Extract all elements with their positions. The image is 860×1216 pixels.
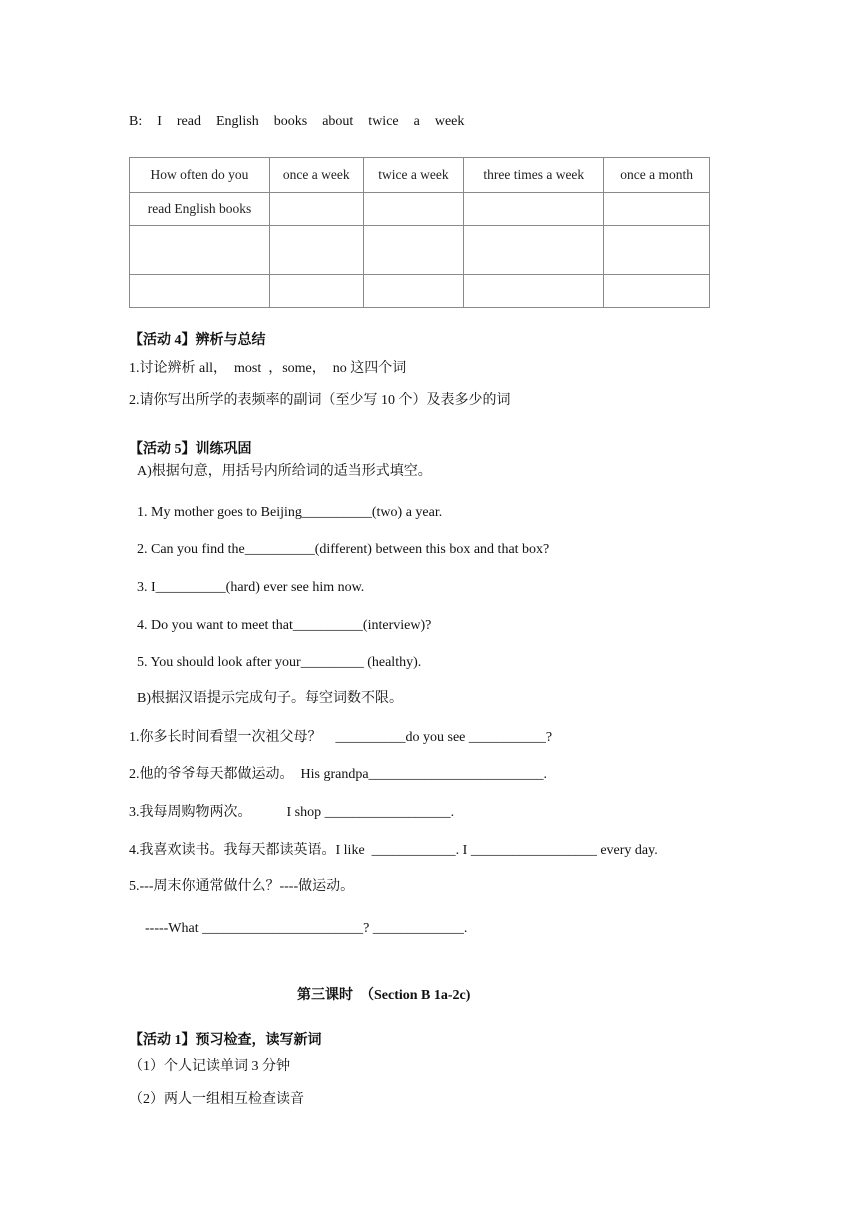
activity5-title: 【活动 5】训练巩固 <box>129 442 252 457</box>
activity4-item: 2.请你写出所学的表频率的副词（至少写 10 个）及表多少的词 <box>129 393 511 408</box>
exercise-a-item: 3. I__________(hard) ever see him now. <box>137 580 365 595</box>
table-cell <box>269 226 363 275</box>
lesson3-activity1-title: 【活动 1】预习检查，读写新词 <box>129 1033 322 1048</box>
table-header-row <box>130 158 710 193</box>
lesson3-item: （2）两人一组相互检查读音 <box>129 1092 304 1107</box>
exercise-b-item: 5.---周末你通常做什么？----做运动。 <box>129 879 355 894</box>
table-row <box>130 275 710 308</box>
table-cell <box>363 193 464 226</box>
exercise-b-item: 4.我喜欢读书。我每天都读英语。I like ____________. I __________________ every day. <box>129 843 658 858</box>
table-header-cell: three times a week <box>464 158 604 193</box>
lesson3-title: 第三课时 （Section B 1a-2c) <box>297 988 471 1003</box>
exercise-b-item: 1.你多长时间看望一次祖父母？ __________do you see ___________? <box>129 730 553 745</box>
lesson3-item: （1）个人记读单词 3 分钟 <box>129 1059 290 1074</box>
table-header-cell: twice a week <box>363 158 464 193</box>
table-header-cell: How often do you <box>130 158 270 193</box>
exercise-a-item: 4. Do you want to meet that__________(interview)? <box>137 618 432 633</box>
activity5-part-a-heading: A)根据句意，用括号内所给词的适当形式填空。 <box>137 464 432 479</box>
table-cell <box>130 275 270 308</box>
exercise-a-item: 5. You should look after your_________ (healthy). <box>137 655 422 670</box>
exercise-b-item: 3.我每周购物两次。 I shop __________________. <box>129 805 455 820</box>
activity4-title: 【活动 4】辨析与总结 <box>129 333 266 348</box>
table-cell <box>604 275 710 308</box>
dialog-line-b: B: I read English books about twice a week <box>129 114 465 129</box>
table-cell <box>464 226 604 275</box>
frequency-table <box>129 157 710 308</box>
table-row-label: read English books <box>130 193 270 226</box>
exercise-a-item: 2. Can you find the__________(different) between this box and that box? <box>137 542 550 557</box>
table-cell <box>464 193 604 226</box>
table-cell <box>363 275 464 308</box>
table-row <box>130 193 710 226</box>
table-header-cell: once a month <box>604 158 710 193</box>
table-header-cell: once a week <box>269 158 363 193</box>
exercise-b-item: -----What _______________________? _____________. <box>145 921 468 936</box>
table-cell <box>269 275 363 308</box>
table-row <box>130 226 710 275</box>
table-cell <box>269 193 363 226</box>
table-cell <box>604 193 710 226</box>
table-cell <box>363 226 464 275</box>
exercise-a-item: 1. My mother goes to Beijing__________(two) a year. <box>137 505 443 520</box>
table-cell <box>130 226 270 275</box>
table-cell <box>604 226 710 275</box>
exercise-b-item: 2.他的爷爷每天都做运动。 His grandpa_________________________. <box>129 767 548 782</box>
activity5-part-b-heading: B)根据汉语提示完成句子。每空词数不限。 <box>137 691 403 706</box>
table-cell <box>464 275 604 308</box>
activity4-item: 1.讨论辨析 all， most ，some， no 这四个词 <box>129 361 407 376</box>
